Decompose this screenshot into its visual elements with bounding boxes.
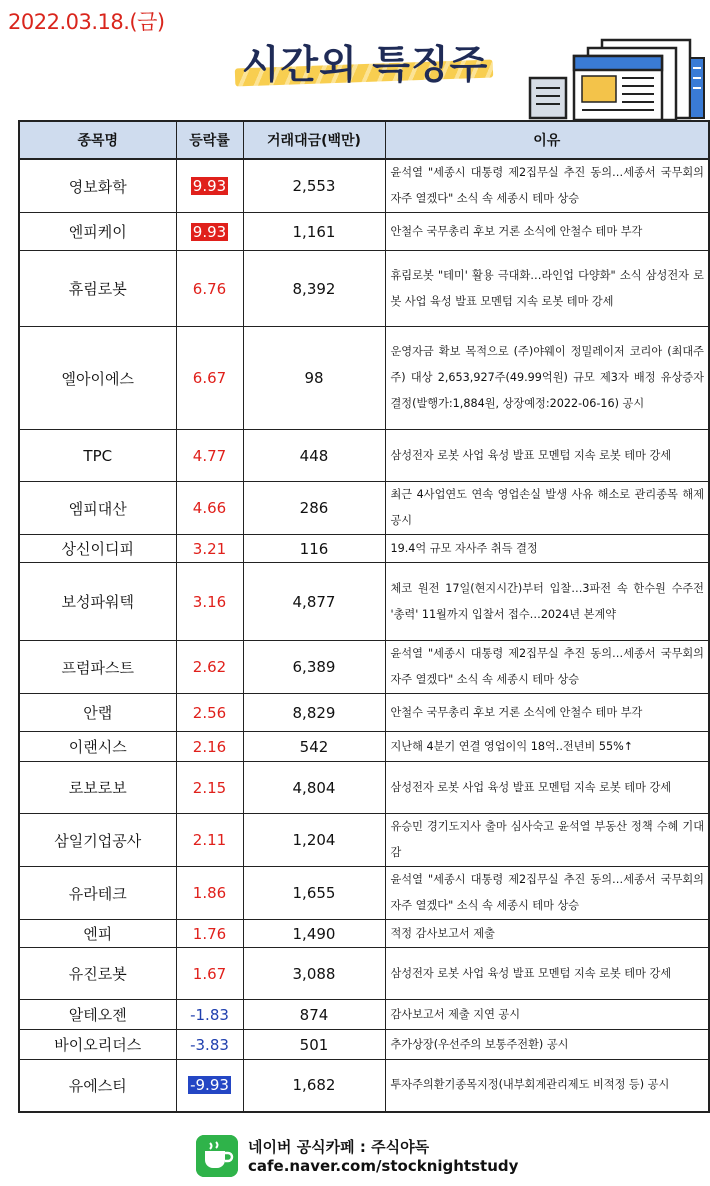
change-rate-cell	[176, 641, 243, 694]
trade-volume: 1,682	[243, 1060, 385, 1112]
change-rate: 6.76	[192, 279, 227, 298]
stock-name: 엔피	[19, 920, 176, 948]
table-row	[19, 563, 709, 641]
table-row	[19, 1060, 709, 1112]
reason-text: 적정 감사보고서 제출	[385, 920, 709, 948]
change-rate: 2.16	[192, 737, 227, 756]
change-rate-cell	[176, 563, 243, 641]
reason-text: 안철수 국무총리 후보 거론 소식에 안철수 테마 부각	[385, 213, 709, 251]
reason-text: 유승민 경기도지사 출마 심사숙고 윤석열 부동산 정책 수혜 기대감	[385, 814, 709, 867]
stock-name: 엘아이에스	[19, 327, 176, 430]
table-row	[19, 1000, 709, 1030]
change-rate: 6.67	[192, 369, 227, 387]
naver-cafe-coffee-icon	[196, 1135, 238, 1177]
stock-name: 상신이디피	[19, 535, 176, 563]
reason-text: 운영자금 확보 목적으로 (주)야웨이 정밀레이저 코리아 (최대주주) 대상 2,653,927주(49.99억원) 규모 제3자 배정 유상증자 결정(발행가:1,884원, 상장예정:2022-06-16) 공시	[385, 327, 709, 430]
trade-volume: 2,553	[243, 159, 385, 213]
table-row	[19, 535, 709, 563]
table-row	[19, 920, 709, 948]
stock-name: 이랜시스	[19, 732, 176, 762]
reason-text: 안철수 국무총리 후보 거론 소식에 안철수 테마 부각	[385, 694, 709, 732]
trade-volume: 1,655	[243, 867, 385, 920]
table-row	[19, 732, 709, 762]
change-rate: 2.15	[192, 778, 227, 797]
stock-name: 엔피케이	[19, 213, 176, 251]
change-rate: 2.62	[192, 658, 227, 676]
stock-table	[18, 120, 710, 1113]
stock-name: 보성파워텍	[19, 563, 176, 641]
table-row	[19, 327, 709, 430]
trade-volume: 501	[243, 1030, 385, 1060]
change-rate: 3.16	[192, 592, 227, 611]
change-rate: 1.76	[192, 924, 227, 943]
trade-volume: 8,392	[243, 251, 385, 327]
change-rate-cell	[176, 482, 243, 535]
reason-text: 휴림로봇 "테미' 활용 극대화…라인업 다양화" 소식 삼성전자 로봇 사업 육성 발표 모멘텀 지속 로봇 테마 강세	[385, 251, 709, 327]
reason-text: 윤석열 "세종시 대통령 제2집무실 추진 동의…세종서 국무회의 자주 열겠다" 소식 속 세종시 테마 상승	[385, 641, 709, 694]
change-rate: 4.66	[192, 499, 227, 517]
table-row	[19, 1030, 709, 1060]
stock-name: 안랩	[19, 694, 176, 732]
title-block	[225, 30, 505, 90]
col-header-change: 등락률	[176, 121, 243, 159]
table-row	[19, 159, 709, 213]
table-row	[19, 482, 709, 535]
table-row	[19, 814, 709, 867]
reason-text: 19.4억 규모 자사주 취득 결정	[385, 535, 709, 563]
stock-name: 유진로봇	[19, 948, 176, 1000]
table-row	[19, 251, 709, 327]
table-header-row	[19, 121, 709, 159]
change-rate-cell	[176, 694, 243, 732]
change-rate: 2.11	[192, 831, 227, 849]
trade-volume: 874	[243, 1000, 385, 1030]
table-row	[19, 948, 709, 1000]
reason-text: 감사보고서 제출 지연 공시	[385, 1000, 709, 1030]
change-rate-cell	[176, 1060, 243, 1112]
trade-volume: 8,829	[243, 694, 385, 732]
change-rate-cell	[176, 251, 243, 327]
reason-text: 윤석열 "세종시 대통령 제2집무실 추진 동의…세종서 국무회의 자주 열겠다" 소식 속 세종시 테마 상승	[385, 159, 709, 213]
change-rate-cell	[176, 762, 243, 814]
change-rate: 9.93	[192, 177, 227, 195]
change-rate-cell	[176, 867, 243, 920]
change-rate-cell	[176, 213, 243, 251]
trade-volume: 98	[243, 327, 385, 430]
change-rate: -1.83	[190, 1005, 229, 1024]
stock-name: 엠피대산	[19, 482, 176, 535]
col-header-volume: 거래대금(백만)	[243, 121, 385, 159]
col-header-name: 종목명	[19, 121, 176, 159]
change-rate: 4.77	[192, 446, 227, 465]
cafe-name: 네이버 공식카페 : 주식야독	[248, 1138, 430, 1156]
table-row	[19, 430, 709, 482]
trade-volume: 6,389	[243, 641, 385, 694]
change-rate: 9.93	[192, 222, 227, 241]
change-rate-cell	[176, 1000, 243, 1030]
change-rate-cell	[176, 1030, 243, 1060]
change-rate: 3.21	[192, 539, 227, 558]
change-rate-cell	[176, 814, 243, 867]
trade-volume: 1,490	[243, 920, 385, 948]
stock-name: TPC	[19, 430, 176, 482]
reason-text: 투자주의환기종목지정(내부회계관리제도 비적정 등) 공시	[385, 1060, 709, 1112]
trade-volume: 4,804	[243, 762, 385, 814]
stock-name: 영보화학	[19, 159, 176, 213]
trade-volume: 542	[243, 732, 385, 762]
reason-text: 최근 4사업연도 연속 영업손실 발생 사유 해소로 관리종목 해제 공시	[385, 482, 709, 535]
trade-volume: 1,204	[243, 814, 385, 867]
trade-volume: 116	[243, 535, 385, 563]
trade-volume: 448	[243, 430, 385, 482]
reason-text: 윤석열 "세종시 대통령 제2집무실 추진 동의…세종서 국무회의 자주 열겠다" 소식 속 세종시 테마 상승	[385, 867, 709, 920]
newspaper-stack-icon	[528, 38, 706, 120]
table-row	[19, 762, 709, 814]
change-rate-cell	[176, 327, 243, 430]
footer	[196, 1133, 596, 1179]
cafe-url: cafe.naver.com/stocknightstudy	[248, 1157, 519, 1175]
change-rate-cell	[176, 948, 243, 1000]
change-rate-cell	[176, 430, 243, 482]
stock-name: 휴림로봇	[19, 251, 176, 327]
table-row	[19, 213, 709, 251]
change-rate-cell	[176, 535, 243, 563]
change-rate: -3.83	[190, 1035, 229, 1054]
reason-text: 추가상장(우선주의 보통주전환) 공시	[385, 1030, 709, 1060]
trade-volume: 3,088	[243, 948, 385, 1000]
stock-name: 유라테크	[19, 867, 176, 920]
change-rate: 1.67	[192, 964, 227, 983]
trade-volume: 4,877	[243, 563, 385, 641]
reason-text: 삼성전자 로봇 사업 육성 발표 모멘텀 지속 로봇 테마 강세	[385, 430, 709, 482]
change-rate-cell	[176, 159, 243, 213]
stock-name: 프럼파스트	[19, 641, 176, 694]
reason-text: 삼성전자 로봇 사업 육성 발표 모멘텀 지속 로봇 테마 강세	[385, 762, 709, 814]
trade-volume: 1,161	[243, 213, 385, 251]
page-title: 시간외 특징주	[241, 43, 489, 88]
date-label: 2022.03.18.(금)	[8, 10, 165, 34]
trade-volume: 286	[243, 482, 385, 535]
table-row	[19, 641, 709, 694]
stock-name: 유에스티	[19, 1060, 176, 1112]
change-rate: 1.86	[192, 884, 227, 902]
reason-text: 지난해 4분기 연결 영업이익 18억..전년비 55%↑	[385, 732, 709, 762]
stock-name: 삼일기업공사	[19, 814, 176, 867]
change-rate: 2.56	[192, 703, 227, 722]
stock-name: 알테오젠	[19, 1000, 176, 1030]
stock-name: 바이오리더스	[19, 1030, 176, 1060]
reason-text: 체코 원전 17일(현지시간)부터 입찰…3파전 속 한수원 수주전 '총력' 11월까지 입찰서 접수…2024년 본계약	[385, 563, 709, 641]
col-header-reason: 이유	[385, 121, 709, 159]
change-rate-cell	[176, 920, 243, 948]
change-rate-cell	[176, 732, 243, 762]
reason-text: 삼성전자 로봇 사업 육성 발표 모멘텀 지속 로봇 테마 강세	[385, 948, 709, 1000]
table-row	[19, 694, 709, 732]
change-rate: -9.93	[190, 1076, 229, 1095]
stock-name: 로보로보	[19, 762, 176, 814]
table-row	[19, 867, 709, 920]
